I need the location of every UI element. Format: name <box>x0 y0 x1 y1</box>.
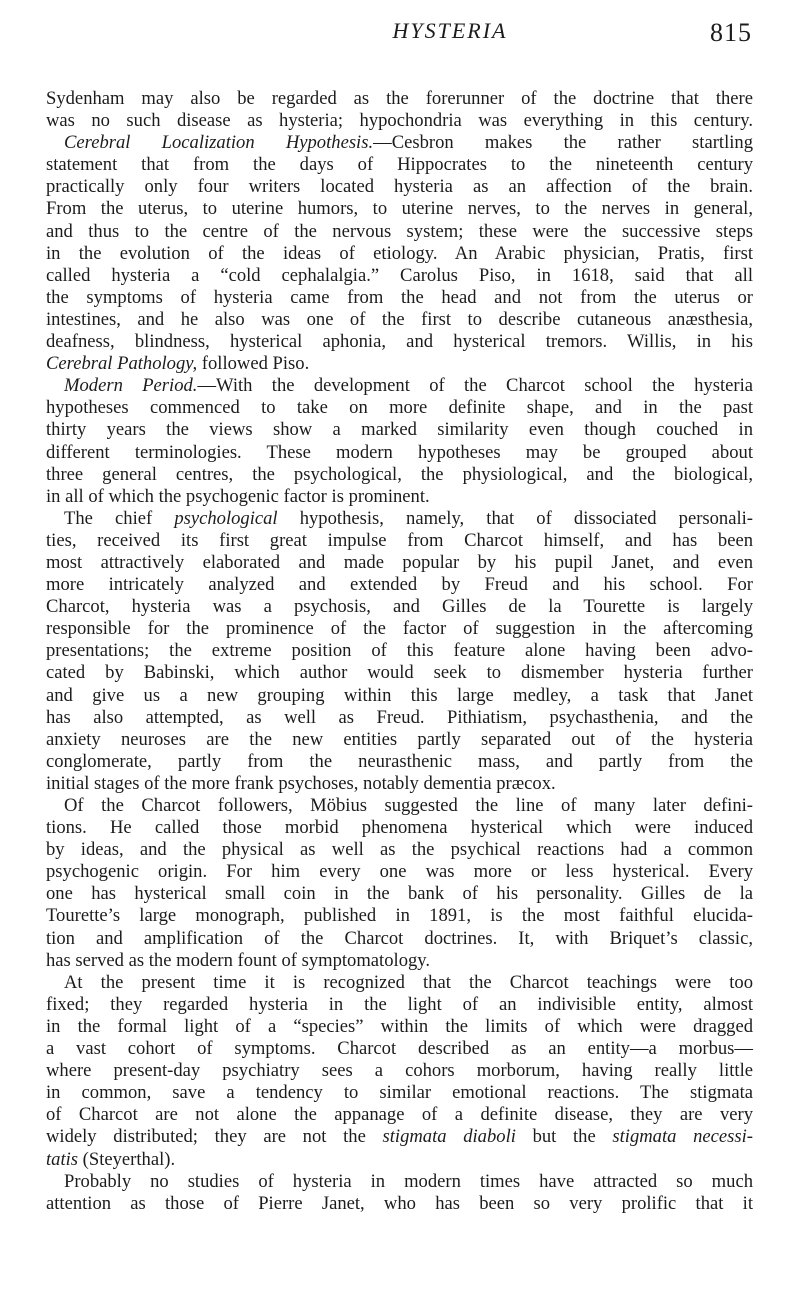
text-run: statement that from the days of Hippocrates to the nineteenth century <box>46 154 753 176</box>
text-line <box>46 508 753 530</box>
italic-text: Modern Period. <box>64 375 198 397</box>
text-line <box>46 552 753 574</box>
body-text <box>46 88 753 1215</box>
text-run: attention as those of Pierre Janet, who has been so very prolific that it <box>46 1192 753 1214</box>
text-line <box>46 839 753 861</box>
text-run: hypotheses commenced to take on more definite shape, and in the past <box>46 397 753 419</box>
text-line <box>46 861 753 883</box>
text-run: has also attempted, as well as Freud. Pithiatism, psychasthenia, and the <box>46 706 753 728</box>
text-line <box>46 419 753 441</box>
italic-text: tatis <box>46 1148 79 1170</box>
text-line <box>46 1016 753 1038</box>
text-line <box>46 1038 753 1060</box>
text-run: where present-day psychiatry sees a cohors morborum, having really little <box>46 1060 753 1082</box>
text-run: has served as the modern fount of symptomatology. <box>46 949 431 971</box>
italic-text: psychological <box>174 507 278 529</box>
text-line <box>46 1060 753 1082</box>
text-line <box>46 1171 753 1193</box>
text-line <box>46 110 753 132</box>
text-run: Charcot, hysteria was a psychosis, and Gilles de la Tourette is largely <box>46 596 753 618</box>
text-line <box>46 198 753 220</box>
text-run: deafness, blindness, hysterical aphonia, and hysterical tremors. Willis, in his <box>46 331 753 353</box>
text-run: fixed; they regarded hysteria in the light of an indivisible entity, almost <box>46 993 753 1015</box>
text-run: anxiety neuroses are the new entities partly separated out of the hysteria <box>46 728 753 750</box>
text-run: From the uterus, to uterine humors, to uterine nerves, to the nerves in general, <box>46 198 753 220</box>
text-line <box>46 817 753 839</box>
text-run: Sydenham may also be regarded as the forerunner of the doctrine that there <box>46 88 753 109</box>
text-run: the symptoms of hysteria came from the head and not from the uterus or <box>46 286 753 308</box>
text-line <box>46 265 753 287</box>
text-run: practically only four writers located hysteria as an affection of the brain. <box>46 176 753 198</box>
text-run: tion and amplification of the Charcot doctrines. It, with Briquet’s classic, <box>46 927 753 949</box>
text-run: cated by Babinski, which author would seek to dismember hysteria further <box>46 662 753 684</box>
text-line <box>46 243 753 265</box>
text-line <box>46 618 753 640</box>
text-run: widely distributed; they are not the <box>46 1126 383 1148</box>
text-run: (Steyerthal). <box>78 1148 176 1170</box>
text-run: one has hysterical small coin in the bank of his personality. Gilles de la <box>46 883 753 905</box>
text-line <box>46 530 753 552</box>
text-run: intestines, and he also was one of the first to describe cutaneous anæsthesia, <box>46 308 753 330</box>
text-line <box>46 287 753 309</box>
italic-text: Cerebral Pathology, <box>46 353 198 375</box>
text-run: hypothesis, namely, that of dissociated personali- <box>277 507 753 529</box>
italic-text: stigmata necessi- <box>612 1126 753 1148</box>
text-line <box>46 442 753 464</box>
text-line <box>46 221 753 243</box>
text-run: in common, save a tendency to similar emotional reactions. The stigmata <box>46 1082 753 1104</box>
text-line <box>46 375 753 397</box>
text-line <box>46 640 753 662</box>
text-line <box>46 486 753 508</box>
text-line <box>46 88 753 110</box>
text-line <box>46 751 753 773</box>
italic-text: Cerebral Localization Hypothesis. <box>64 132 374 154</box>
text-line <box>46 1104 753 1126</box>
text-run: tions. He called those morbid phenomena hysterical which were induced <box>46 817 753 839</box>
text-run: in the formal light of a “species” within the limits of which were dragged <box>46 1015 753 1037</box>
text-run: —With the development of the Charcot school the hysteria <box>197 375 753 397</box>
text-line <box>46 972 753 994</box>
text-run: Of the Charcot followers, Möbius suggested the line of many later defini- <box>64 795 753 816</box>
text-line <box>46 309 753 331</box>
text-line <box>46 905 753 927</box>
text-line <box>46 331 753 353</box>
text-run: At the present time it is recognized that the Charcot teachings were too <box>64 971 753 993</box>
text-run: a vast cohort of symptoms. Charcot described as an entity—a morbus— <box>46 1038 753 1060</box>
text-run: by ideas, and the physical as well as the psychical reactions had a common <box>46 839 753 861</box>
text-line <box>46 1126 753 1148</box>
text-run: called hysteria a “cold cephalalgia.” Carolus Piso, in 1618, said that all <box>46 264 753 286</box>
text-run: ties, received its first great impulse from Charcot himself, and has been <box>46 529 753 551</box>
page-header <box>0 14 800 50</box>
text-run: different terminologies. These modern hypotheses may be grouped about <box>46 441 753 463</box>
text-run: responsible for the prominence of the factor of suggestion in the aftercoming <box>46 618 753 640</box>
text-run: most attractively elaborated and made popular by his pupil Janet, and even <box>46 551 753 573</box>
italic-text: stigmata diaboli <box>382 1126 516 1148</box>
text-run: psychogenic origin. For him every one was more or less hysterical. Every <box>46 861 753 883</box>
text-line <box>46 1193 753 1215</box>
text-line <box>46 176 753 198</box>
text-line <box>46 397 753 419</box>
text-run: three general centres, the psychological, the physiological, and the biological, <box>46 463 753 485</box>
text-run: followed Piso. <box>197 353 310 375</box>
text-line <box>46 795 753 817</box>
text-line <box>46 353 753 375</box>
text-run: and thus to the centre of the nervous system; these were the successive steps <box>46 220 753 242</box>
text-run: presentations; the extreme position of this feature alone having been advo- <box>46 640 753 662</box>
text-line <box>46 729 753 751</box>
text-run: was no such disease as hysteria; hypochondria was everything in this century. <box>46 110 753 132</box>
text-line <box>46 662 753 684</box>
text-run: more intricately analyzed and extended by Freud and his school. For <box>46 574 753 596</box>
text-line <box>46 596 753 618</box>
text-line <box>46 464 753 486</box>
text-line <box>46 685 753 707</box>
text-run: in the evolution of the ideas of etiology. An Arabic physician, Pratis, first <box>46 242 753 264</box>
text-run: conglomerate, partly from the neurasthenic mass, and partly from the <box>46 750 753 772</box>
text-run: initial stages of the more frank psychoses, notably dementia præcox. <box>46 772 556 794</box>
text-run: but the <box>515 1126 613 1148</box>
text-run: of Charcot are not alone the appanage of a definite disease, they are very <box>46 1104 753 1126</box>
text-run: The chief <box>64 507 175 529</box>
text-run: and give us a new grouping within this large medley, a task that Janet <box>46 684 753 706</box>
text-line <box>46 154 753 176</box>
text-line <box>46 1149 753 1171</box>
text-run: in all of which the psychogenic factor is prominent. <box>46 485 430 507</box>
text-run: —Cesbron makes the rather startling <box>373 132 753 154</box>
text-line <box>46 994 753 1016</box>
running-title: HYSTERIA <box>392 18 508 43</box>
text-line <box>46 773 753 795</box>
text-line <box>46 574 753 596</box>
page-number: 815 <box>710 18 752 47</box>
text-line <box>46 883 753 905</box>
text-line <box>46 1082 753 1104</box>
text-run: thirty years the views show a marked similarity even though couched in <box>46 419 753 441</box>
text-line <box>46 928 753 950</box>
text-line <box>46 950 753 972</box>
text-run: Tourette’s large monograph, published in 1891, is the most faithful elucida- <box>46 905 753 927</box>
text-line <box>46 707 753 729</box>
text-line <box>46 132 753 154</box>
text-run: Probably no studies of hysteria in modern times have attracted so much <box>64 1170 753 1192</box>
